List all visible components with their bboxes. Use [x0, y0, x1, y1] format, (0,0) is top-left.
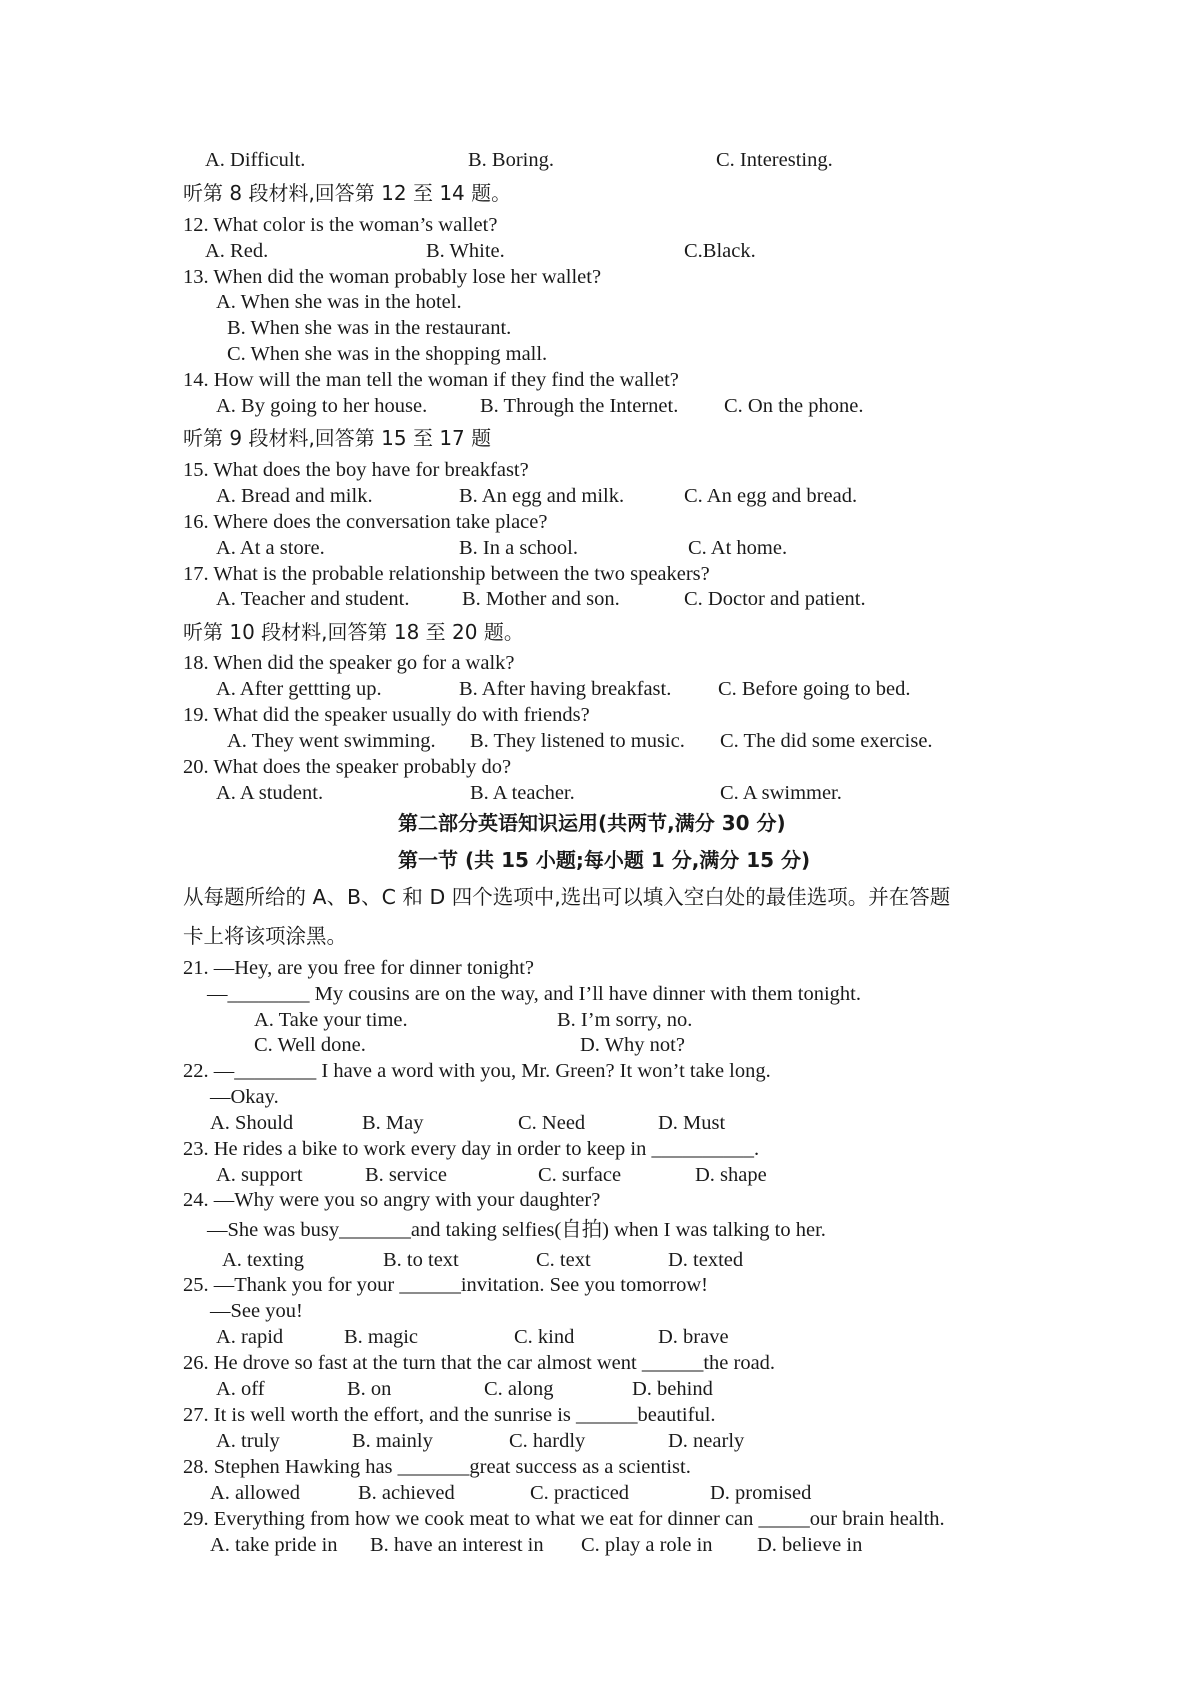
part-2-section-1-title: 第一节 (共 15 小题;每小题 1 分,满分 15 分)	[398, 848, 811, 872]
q15-stem: 15. What does the boy have for breakfast?	[183, 459, 529, 481]
q20-option-c: C. A swimmer.	[720, 782, 842, 804]
q19-stem: 19. What did the speaker usually do with friends?	[183, 704, 590, 726]
q17-option-c: C. Doctor and patient.	[684, 588, 866, 610]
q19-option-c: C. The did some exercise.	[720, 730, 933, 752]
q16-option-b: B. In a school.	[459, 537, 578, 559]
q25-option-a: A. rapid	[216, 1326, 284, 1348]
q27-option-b: B. mainly	[352, 1430, 433, 1452]
q13-option-c: C. When she was in the shopping mall.	[227, 343, 548, 365]
q11-option-b: B. Boring.	[468, 149, 554, 171]
q18-option-a: A. After gettting up.	[216, 678, 382, 700]
q11-option-a: A. Difficult.	[205, 149, 306, 171]
q27-option-d: D. nearly	[668, 1430, 745, 1452]
section-10-heading: 听第 10 段材料,回答第 18 至 20 题。	[183, 620, 524, 644]
q23-option-d: D. shape	[695, 1164, 767, 1186]
q14-option-a: A. By going to her house.	[216, 395, 428, 417]
q13-option-a: A. When she was in the hotel.	[216, 291, 462, 313]
q20-option-a: A. A student.	[216, 782, 324, 804]
q18-option-b: B. After having breakfast.	[459, 678, 672, 700]
instructions-line-2: 卡上将该项涂黑。	[183, 924, 347, 948]
q21-option-a: A. Take your time.	[254, 1009, 408, 1031]
instructions-line-1: 从每题所给的 A、B、C 和 D 四个选项中,选出可以填入空白处的最佳选项。并在答题	[183, 885, 951, 909]
q18-option-c: C. Before going to bed.	[718, 678, 911, 700]
q26-stem: 26. He drove so fast at the turn that the car almost went ______the road.	[183, 1352, 776, 1374]
q26-option-c: C. along	[484, 1378, 554, 1400]
q29-option-d: D. believe in	[757, 1534, 863, 1556]
q12-option-c: C.Black.	[684, 240, 756, 262]
q23-option-c: C. surface	[538, 1164, 622, 1186]
q16-stem: 16. Where does the conversation take place?	[183, 511, 548, 533]
q22-option-d: D. Must	[658, 1112, 726, 1134]
q21-reply: —________ My cousins are on the way, and I’ll have dinner with them tonight.	[207, 983, 861, 1005]
q15-option-a: A. Bread and milk.	[216, 485, 373, 507]
q29-option-a: A. take pride in	[210, 1534, 338, 1556]
q21-option-d: D. Why not?	[580, 1034, 685, 1056]
q18-stem: 18. When did the speaker go for a walk?	[183, 652, 515, 674]
q27-option-a: A. truly	[216, 1430, 280, 1452]
q28-stem: 28. Stephen Hawking has _______great success as a scientist.	[183, 1456, 691, 1478]
q14-option-b: B. Through the Internet.	[480, 395, 679, 417]
q25-option-b: B. magic	[344, 1326, 419, 1348]
q14-stem: 14. How will the man tell the woman if they find the wallet?	[183, 369, 679, 391]
q22-option-c: C. Need	[518, 1112, 586, 1134]
q15-option-b: B. An egg and milk.	[459, 485, 625, 507]
q24-option-d: D. texted	[668, 1249, 744, 1271]
q24-stem: 24. —Why were you so angry with your daughter?	[183, 1189, 601, 1211]
q12-stem: 12. What color is the woman’s wallet?	[183, 214, 498, 236]
q13-stem: 13. When did the woman probably lose her wallet?	[183, 266, 602, 288]
q22-stem: 22. —________ I have a word with you, Mr. Green? It won’t take long.	[183, 1060, 771, 1082]
q16-option-c: C. At home.	[688, 537, 788, 559]
q29-option-c: C. play a role in	[581, 1534, 713, 1556]
q19-option-a: A. They went swimming.	[227, 730, 436, 752]
q23-option-b: B. service	[365, 1164, 447, 1186]
q28-option-b: B. achieved	[358, 1482, 455, 1504]
q17-option-b: B. Mother and son.	[462, 588, 620, 610]
q17-stem: 17. What is the probable relationship between the two speakers?	[183, 563, 710, 585]
q23-option-a: A. support	[216, 1164, 303, 1186]
q12-option-b: B. White.	[426, 240, 505, 262]
q24-option-b: B. to text	[383, 1249, 459, 1271]
q26-option-a: A. off	[216, 1378, 265, 1400]
q23-stem: 23. He rides a bike to work every day in order to keep in __________.	[183, 1138, 760, 1160]
q12-option-a: A. Red.	[205, 240, 269, 262]
q22-option-b: B. May	[362, 1112, 424, 1134]
q26-option-b: B. on	[347, 1378, 392, 1400]
q22-option-a: A. Should	[210, 1112, 294, 1134]
q16-option-a: A. At a store.	[216, 537, 325, 559]
q22-reply: —Okay.	[210, 1086, 279, 1108]
q21-stem: 21. —Hey, are you free for dinner tonight?	[183, 957, 535, 979]
q17-option-a: A. Teacher and student.	[216, 588, 410, 610]
q24-option-c: C. text	[536, 1249, 591, 1271]
q20-stem: 20. What does the speaker probably do?	[183, 756, 512, 778]
q25-option-c: C. kind	[514, 1326, 575, 1348]
q25-stem: 25. —Thank you for your ______invitation. See you tomorrow!	[183, 1274, 708, 1296]
q20-option-b: B. A teacher.	[470, 782, 575, 804]
q24-option-a: A. texting	[222, 1249, 304, 1271]
section-9-heading: 听第 9 段材料,回答第 15 至 17 题	[183, 426, 492, 450]
q27-option-c: C. hardly	[509, 1430, 586, 1452]
q21-option-c: C. Well done.	[254, 1034, 366, 1056]
q25-option-d: D. brave	[658, 1326, 729, 1348]
q28-option-a: A. allowed	[210, 1482, 300, 1504]
q27-stem: 27. It is well worth the effort, and the sunrise is ______beautiful.	[183, 1404, 716, 1426]
q26-option-d: D. behind	[632, 1378, 713, 1400]
q13-option-b: B. When she was in the restaurant.	[227, 317, 512, 339]
q11-option-c: C. Interesting.	[716, 149, 833, 171]
q14-option-c: C. On the phone.	[724, 395, 864, 417]
q25-reply: —See you!	[210, 1300, 303, 1322]
q28-option-c: C. practiced	[530, 1482, 630, 1504]
q24-reply: —She was busy_______and taking selfies(自拍) when I was talking to her.	[207, 1219, 826, 1241]
q19-option-b: B. They listened to music.	[470, 730, 685, 752]
part-2-title: 第二部分英语知识运用(共两节,满分 30 分)	[398, 811, 786, 835]
q15-option-c: C. An egg and bread.	[684, 485, 858, 507]
q29-option-b: B. have an interest in	[370, 1534, 544, 1556]
section-8-heading: 听第 8 段材料,回答第 12 至 14 题。	[183, 181, 512, 205]
q29-stem: 29. Everything from how we cook meat to what we eat for dinner can _____our brain health.	[183, 1508, 945, 1530]
q21-option-b: B. I’m sorry, no.	[557, 1009, 693, 1031]
q28-option-d: D. promised	[710, 1482, 812, 1504]
